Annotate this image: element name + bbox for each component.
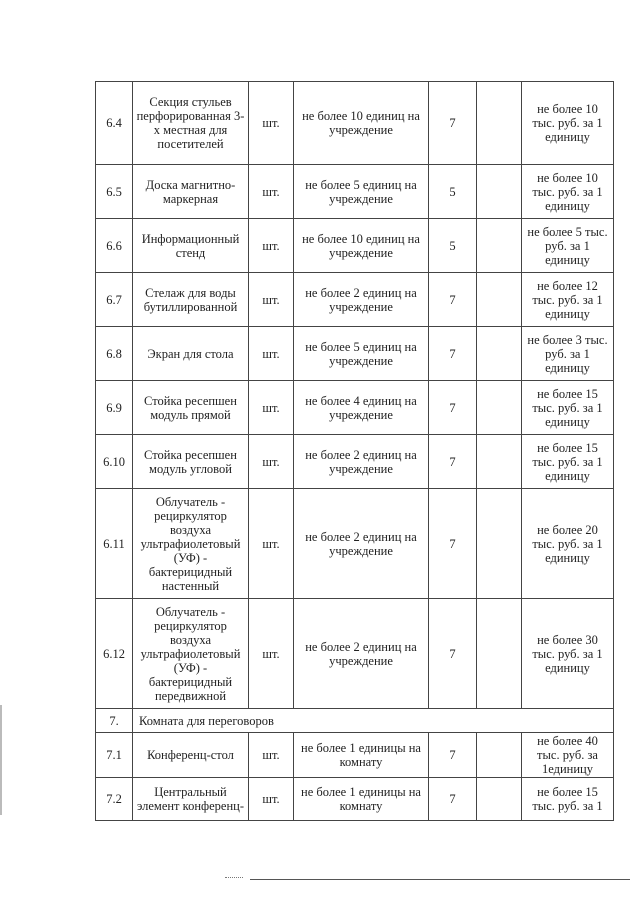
item-price-limit: не более 10 тыс. руб. за 1 единицу (522, 165, 614, 219)
item-quantity-norm: не более 2 единиц на учреждение (294, 273, 429, 327)
item-number: 6.9 (96, 381, 133, 435)
item-number: 6.4 (96, 82, 133, 165)
section-title: Комната для переговоров (133, 709, 614, 733)
item-service-years: 7 (429, 599, 477, 709)
item-name: Доска магнитно-маркерная (133, 165, 249, 219)
table-row (96, 778, 614, 821)
table-row (96, 273, 614, 327)
item-empty-cell (477, 327, 522, 381)
item-service-years: 7 (429, 82, 477, 165)
item-price-limit: не более 15 тыс. руб. за 1 единицу (522, 435, 614, 489)
item-empty-cell (477, 165, 522, 219)
item-empty-cell (477, 733, 522, 778)
item-name: Облучатель - рециркулятор воздуха ультрафиолетовый (УФ) - бактерицидный настенный (133, 489, 249, 599)
item-name: Облучатель - рециркулятор воздуха ультрафиолетовый (УФ) - бактерицидный передвижной (133, 599, 249, 709)
item-number: 6.5 (96, 165, 133, 219)
table-row (96, 489, 614, 599)
table-row (96, 165, 614, 219)
item-name: Стойка ресепшен модуль прямой (133, 381, 249, 435)
item-unit: шт. (249, 778, 294, 821)
item-service-years: 7 (429, 327, 477, 381)
table-row (96, 219, 614, 273)
item-quantity-norm: не более 2 единиц на учреждение (294, 489, 429, 599)
item-name: Экран для стола (133, 327, 249, 381)
item-quantity-norm: не более 2 единиц на учреждение (294, 599, 429, 709)
item-name: Центральный элемент конференц- (133, 778, 249, 821)
item-name: Секция стульев перфорированная 3-х местная для посетителей (133, 82, 249, 165)
footer-dots (225, 877, 243, 880)
item-number: 6.10 (96, 435, 133, 489)
item-quantity-norm: не более 1 единицы на комнату (294, 733, 429, 778)
item-number: 7.2 (96, 778, 133, 821)
item-empty-cell (477, 489, 522, 599)
item-price-limit: не более 30 тыс. руб. за 1 единицу (522, 599, 614, 709)
item-empty-cell (477, 381, 522, 435)
item-price-limit: не более 15 тыс. руб. за 1 (522, 778, 614, 821)
item-unit: шт. (249, 165, 294, 219)
item-name: Конференц-стол (133, 733, 249, 778)
item-unit: шт. (249, 219, 294, 273)
item-price-limit: не более 40 тыс. руб. за 1единицу (522, 733, 614, 778)
item-quantity-norm: не более 10 единиц на учреждение (294, 82, 429, 165)
item-name: Информационный стенд (133, 219, 249, 273)
item-quantity-norm: не более 5 единиц на учреждение (294, 165, 429, 219)
item-unit: шт. (249, 381, 294, 435)
item-price-limit: не более 20 тыс. руб. за 1 единицу (522, 489, 614, 599)
item-empty-cell (477, 219, 522, 273)
item-name: Стойка ресепшен модуль угловой (133, 435, 249, 489)
item-name: Стелаж для воды бутиллированной (133, 273, 249, 327)
item-unit: шт. (249, 599, 294, 709)
table-row (96, 599, 614, 709)
item-price-limit: не более 12 тыс. руб. за 1 единицу (522, 273, 614, 327)
item-number: 7.1 (96, 733, 133, 778)
item-unit: шт. (249, 489, 294, 599)
item-price-limit: не более 3 тыс. руб. за 1 единицу (522, 327, 614, 381)
item-unit: шт. (249, 273, 294, 327)
item-unit: шт. (249, 733, 294, 778)
item-price-limit: не более 5 тыс. руб. за 1 единицу (522, 219, 614, 273)
item-empty-cell (477, 435, 522, 489)
item-unit: шт. (249, 327, 294, 381)
item-quantity-norm: не более 10 единиц на учреждение (294, 219, 429, 273)
item-number: 6.12 (96, 599, 133, 709)
item-quantity-norm: не более 1 единицы на комнату (294, 778, 429, 821)
item-empty-cell (477, 273, 522, 327)
item-price-limit: не более 10 тыс. руб. за 1 единицу (522, 82, 614, 165)
item-number: 6.6 (96, 219, 133, 273)
item-service-years: 7 (429, 381, 477, 435)
item-quantity-norm: не более 5 единиц на учреждение (294, 327, 429, 381)
item-unit: шт. (249, 435, 294, 489)
item-number: 6.8 (96, 327, 133, 381)
table-row (96, 435, 614, 489)
table-row (96, 733, 614, 778)
item-empty-cell (477, 82, 522, 165)
item-service-years: 7 (429, 489, 477, 599)
item-service-years: 7 (429, 435, 477, 489)
section-number: 7. (96, 709, 133, 733)
scan-edge-mark (0, 705, 2, 815)
item-empty-cell (477, 599, 522, 709)
footer-line (250, 879, 630, 880)
item-service-years: 7 (429, 733, 477, 778)
table-row (96, 327, 614, 381)
item-quantity-norm: не более 4 единиц на учреждение (294, 381, 429, 435)
item-service-years: 5 (429, 165, 477, 219)
item-quantity-norm: не более 2 единиц на учреждение (294, 435, 429, 489)
section-row (96, 709, 614, 733)
item-service-years: 7 (429, 273, 477, 327)
furniture-norms-table (95, 81, 614, 821)
item-price-limit: не более 15 тыс. руб. за 1 единицу (522, 381, 614, 435)
item-service-years: 7 (429, 778, 477, 821)
item-unit: шт. (249, 82, 294, 165)
table-row (96, 381, 614, 435)
table-row (96, 82, 614, 165)
item-service-years: 5 (429, 219, 477, 273)
item-empty-cell (477, 778, 522, 821)
item-number: 6.7 (96, 273, 133, 327)
item-number: 6.11 (96, 489, 133, 599)
